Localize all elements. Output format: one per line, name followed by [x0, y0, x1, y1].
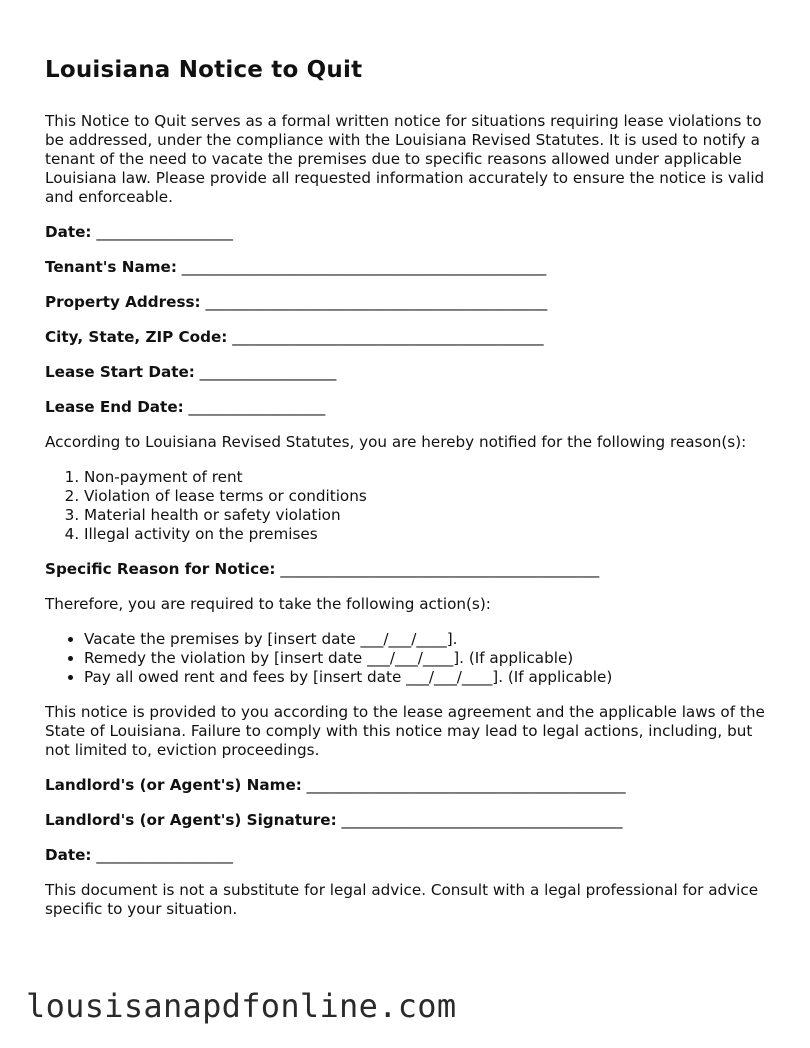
lease-end-date-field	[45, 398, 770, 417]
landlord-name-blank[interactable]: __________________________________________	[306, 776, 626, 794]
document-page	[45, 54, 770, 935]
property-address-blank[interactable]: _____________________________________________	[205, 293, 548, 311]
tenant-name-blank[interactable]: ________________________________________________	[181, 258, 547, 276]
signature-date-field	[45, 846, 770, 865]
city-state-zip-field	[45, 328, 770, 347]
specific-reason-blank[interactable]: __________________________________________	[280, 560, 600, 578]
list-item: 4. Illegal activity on the premises	[84, 525, 770, 544]
site-watermark: lousisanapdfonline.com	[26, 987, 457, 1025]
actions-list	[45, 630, 770, 687]
actions-intro: Therefore, you are required to take the following action(s):	[45, 595, 491, 613]
lease-end-date-label: Lease End Date:	[45, 398, 184, 416]
list-item: 3. Material health or safety violation	[84, 506, 770, 525]
lease-end-date-blank[interactable]: __________________	[188, 398, 326, 416]
reasons-intro: According to Louisiana Revised Statutes, you are hereby notified for the following reason(s):	[45, 433, 747, 451]
list-item: • Pay all owed rent and fees by [insert date ___/___/____]. (If applicable)	[84, 668, 770, 687]
lease-start-date-blank[interactable]: __________________	[199, 363, 337, 381]
property-address-label: Property Address:	[45, 293, 201, 311]
lease-start-date-label: Lease Start Date:	[45, 363, 195, 381]
property-address-field	[45, 293, 770, 312]
lease-start-date-field	[45, 363, 770, 382]
compliance-paragraph: This notice is provided to you according to the lease agreement and the applicable laws of the State of Louisiana. Failure to comply with this notice may lead to legal actions, including, but not limited to, eviction proceedings.	[45, 703, 765, 759]
landlord-signature-blank[interactable]: _____________________________________	[341, 811, 623, 829]
date-label: Date:	[45, 223, 92, 241]
landlord-name-field	[45, 776, 770, 795]
document-title: Louisiana Notice to Quit	[45, 57, 363, 83]
reasons-list	[45, 468, 770, 544]
city-state-zip-label: City, State, ZIP Code:	[45, 328, 228, 346]
landlord-signature-field	[45, 811, 770, 830]
landlord-name-label: Landlord's (or Agent's) Name:	[45, 776, 302, 794]
date-field	[45, 223, 770, 242]
tenant-name-field	[45, 258, 770, 277]
intro-paragraph: This Notice to Quit serves as a formal written notice for situations requiring lease violations to be addressed, under the compliance with the Louisiana Revised Statutes. It is used to notify a tenant of the need to vacate the premises due to specific reasons allowed under applicable Louisiana law. Please provide all requested information accurately to ensure the notice is valid and enforceable.	[45, 112, 765, 206]
date-blank[interactable]: __________________	[96, 223, 234, 241]
landlord-signature-label: Landlord's (or Agent's) Signature:	[45, 811, 337, 829]
specific-reason-field	[45, 560, 770, 579]
list-item: • Vacate the premises by [insert date ___/___/____].	[84, 630, 770, 649]
list-item: 1. Non-payment of rent	[84, 468, 770, 487]
list-item: • Remedy the violation by [insert date ___/___/____]. (If applicable)	[84, 649, 770, 668]
city-state-zip-blank[interactable]: _________________________________________	[232, 328, 544, 346]
signature-date-blank[interactable]: __________________	[96, 846, 234, 864]
tenant-name-label: Tenant's Name:	[45, 258, 177, 276]
signature-date-label: Date:	[45, 846, 92, 864]
list-item: 2. Violation of lease terms or conditions	[84, 487, 770, 506]
disclaimer-paragraph: This document is not a substitute for legal advice. Consult with a legal professional for advice specific to your situation.	[45, 881, 759, 918]
specific-reason-label: Specific Reason for Notice:	[45, 560, 276, 578]
